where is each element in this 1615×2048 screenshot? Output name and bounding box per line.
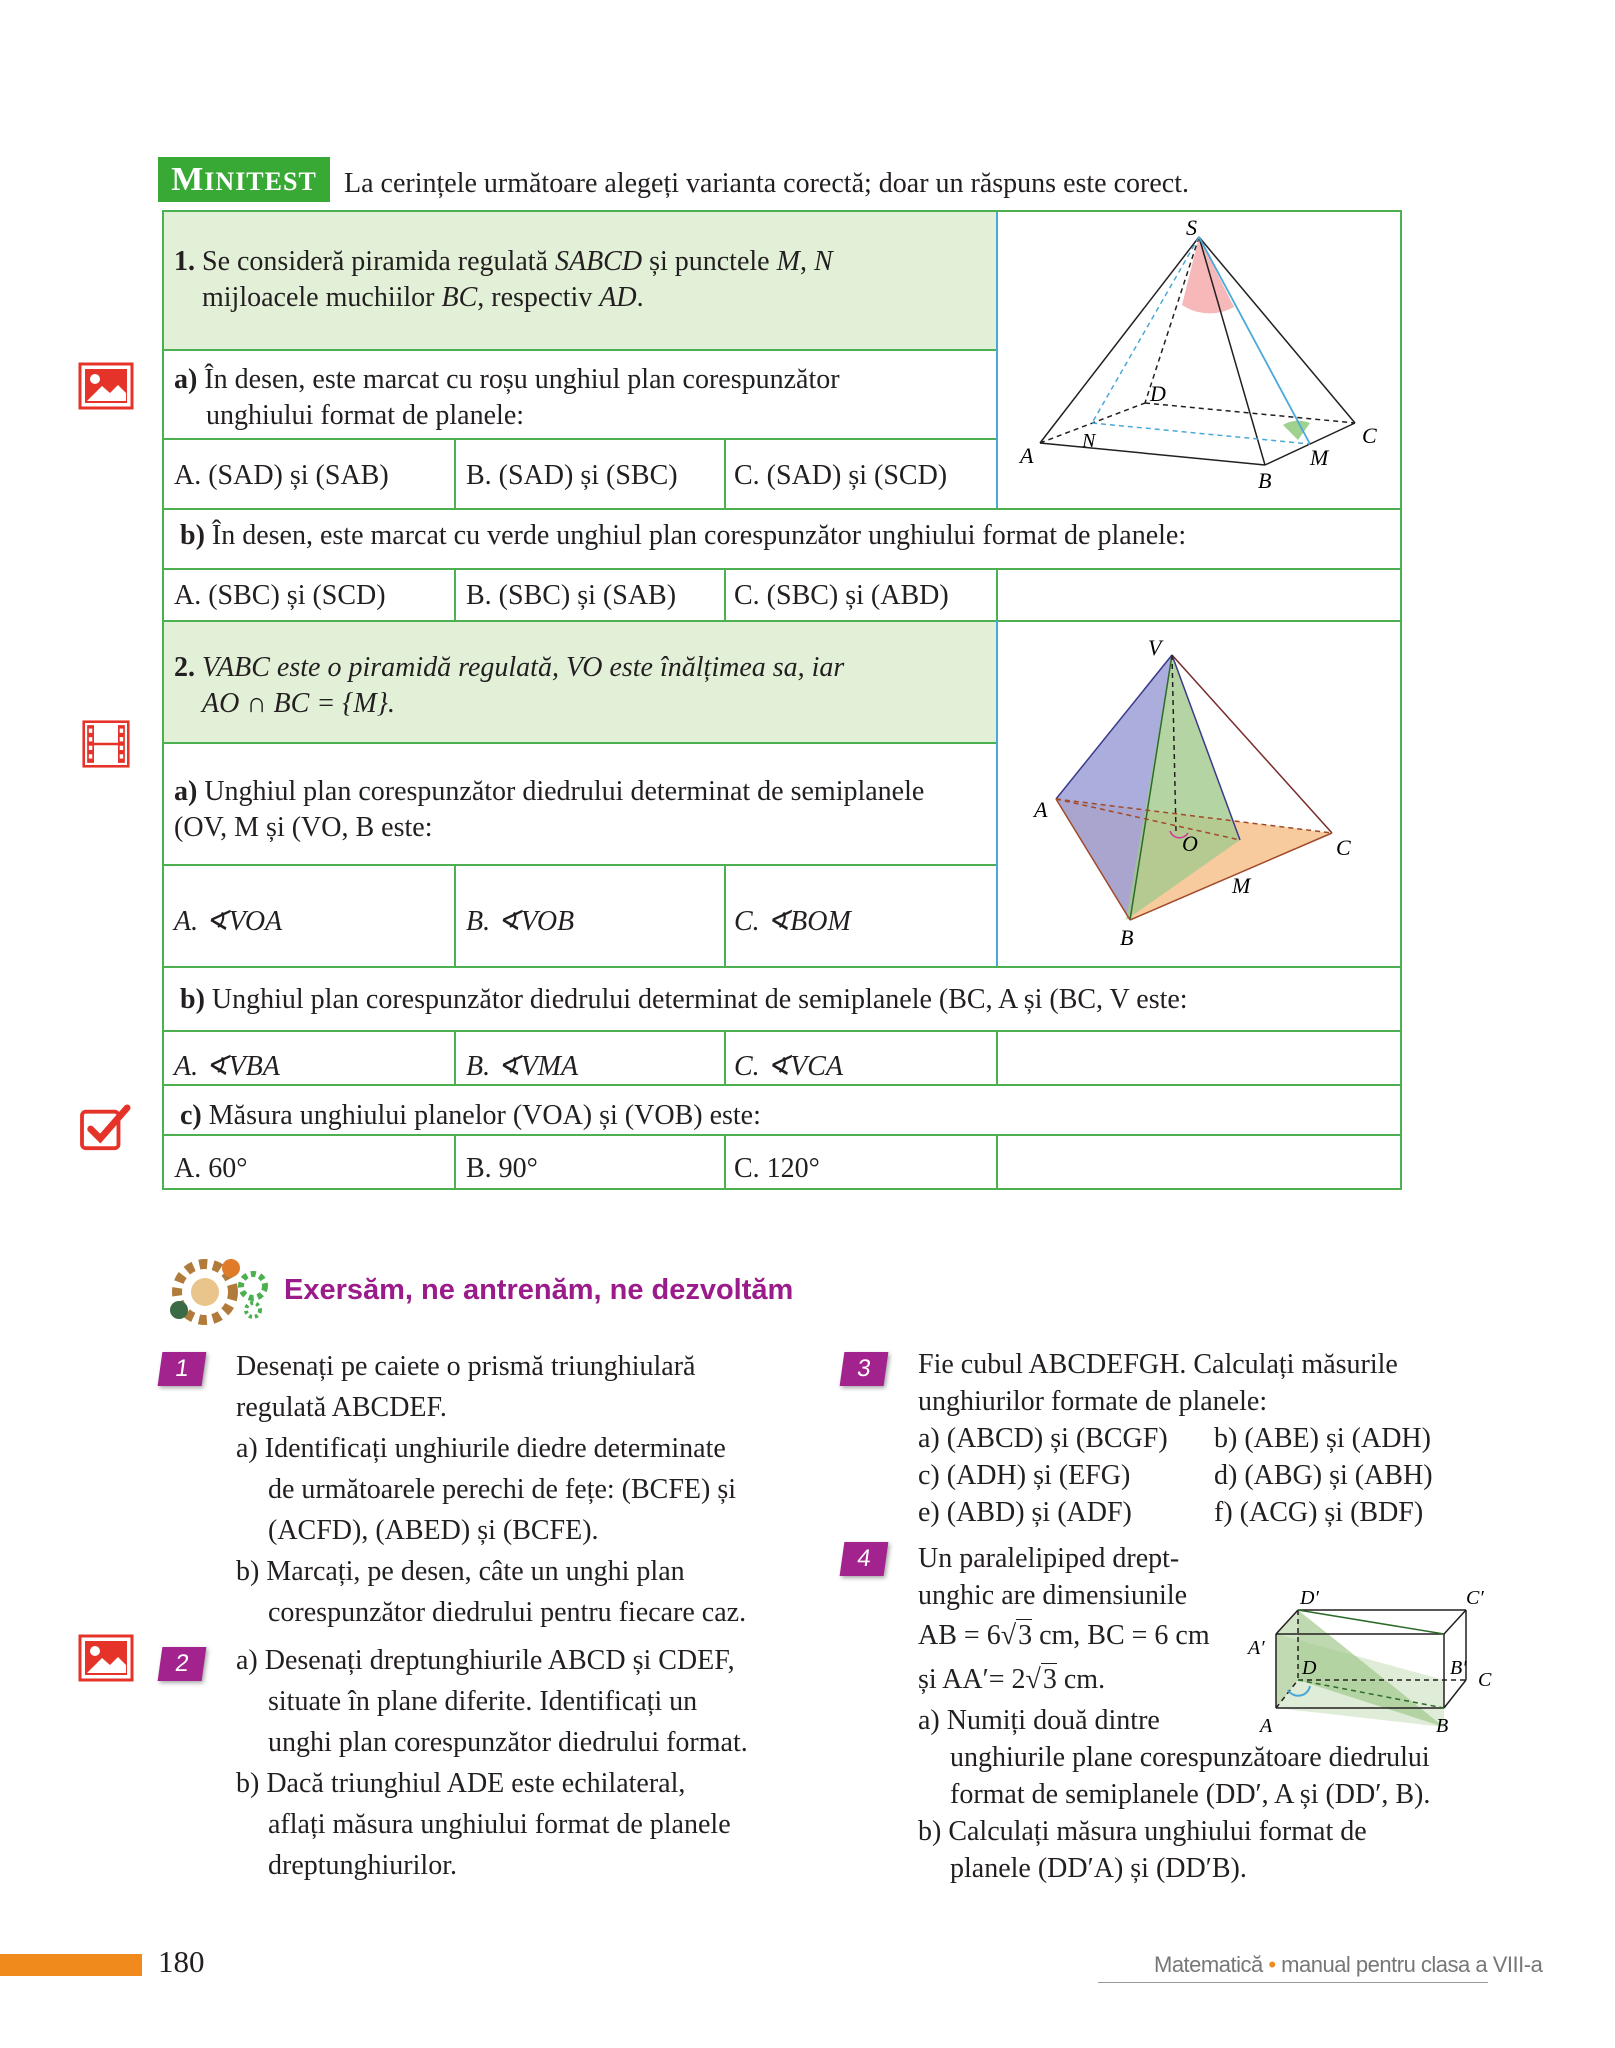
label-v: V: [1148, 635, 1162, 660]
book-title: Matematică • manual pentru clasa a VIII-a: [1154, 1952, 1543, 1977]
label-m: M: [1310, 445, 1329, 470]
question-2c-option-c[interactable]: C. 120°: [734, 1153, 820, 1184]
question-2c-option-b[interactable]: B. 90°: [466, 1153, 538, 1184]
label-a: A: [1034, 797, 1048, 822]
label-b: B: [1120, 925, 1134, 950]
exercise-3-badge: 3: [840, 1352, 889, 1386]
label-d: D: [1302, 1657, 1317, 1679]
question-2a-option-c[interactable]: C. ∢BOM: [734, 906, 851, 937]
question-1b-option-c[interactable]: C. (SBC) și (ABD): [734, 580, 949, 611]
parallelepiped-figure: [1238, 1582, 1498, 1752]
page-number: 180: [158, 1944, 205, 1979]
question-2c-option-a[interactable]: A. 60°: [174, 1153, 248, 1184]
label-c: C: [1478, 1669, 1492, 1691]
label-a: A: [1260, 1715, 1273, 1737]
gears-icon: [155, 1250, 277, 1330]
minitest-instruction: La cerințele următoare alegeți varianta corectă; doar un răspuns este corect.: [344, 168, 1189, 199]
question-2a-text: a) Unghiul plan corespunzător diedrului determinat de semiplanele (OV, M și (VO, B este:: [174, 776, 925, 843]
question-2b-option-a[interactable]: A. ∢VBA: [174, 1051, 280, 1082]
exercise-2-badge: 2: [158, 1647, 207, 1681]
question-1b-option-a[interactable]: A. (SBC) și (SCD): [174, 580, 386, 611]
exercise-2: a) Desenați dreptunghiurile ABCD și CDEF, situate în plane diferite. Identificați un unghi plan corespunzător diedrului format. b) Dacă triunghiul ADE este echilateral, aflați măsura unghiului format de planele dreptunghiurilor.: [236, 1645, 748, 1881]
question-2a-option-a[interactable]: A. ∢VOA: [174, 906, 283, 937]
label-s: S: [1186, 215, 1197, 240]
section-title: Exersăm, ne antrenăm, ne dezvoltăm: [284, 1274, 794, 1306]
image-icon[interactable]: [78, 1634, 134, 1682]
image-icon[interactable]: [78, 362, 134, 410]
label-m: M: [1232, 873, 1251, 898]
minitest-label: MINITEST: [158, 157, 330, 202]
label-b-prime: B′: [1450, 1657, 1467, 1679]
film-icon[interactable]: [78, 720, 134, 768]
question-2b-text: b) Unghiul plan corespunzător diedrului determinat de semiplanele (BC, A și (BC, V este:: [180, 984, 1188, 1015]
exercise-4: Un paralelipiped drept- unghic are dimensiunile AB = 6√3 cm, BC = 6 cm și AA′= 2√3 cm. a) Numiți două dintre unghiurile plane corespunzătoare diedrului format de semiplanele (DD′, A și (DD′, B). b) Calculați măsura unghiului format de planele (DD′A) și (DD′B).: [918, 1543, 1431, 1884]
question-1a-option-c[interactable]: C. (SAD) și (SCD): [734, 460, 948, 491]
label-a-prime: A′: [1248, 1637, 1265, 1659]
label-c-prime: C′: [1466, 1587, 1484, 1609]
question-1a-option-b[interactable]: B. (SAD) și (SBC): [466, 460, 678, 491]
exercise-3: Fie cubul ABCDEFGH. Calculați măsurile unghiurilor formate de planele: a) (ABCD) și (BCGF) b) (ABE) și (ADH) c) (ADH) și (EFG) d) (ABG) și (ABH) e) (ABD) și (ADF) f) (ACG) și (BDF): [918, 1349, 1433, 1528]
footer-accent-bar: [0, 1954, 142, 1976]
question-1a-option-a[interactable]: A. (SAD) și (SAB): [174, 460, 389, 491]
question-2b-option-b[interactable]: B. ∢VMA: [466, 1051, 579, 1082]
question-2a-option-b[interactable]: B. ∢VOB: [466, 906, 575, 937]
label-c: C: [1362, 423, 1377, 448]
footer-rule: [1098, 1982, 1488, 1983]
question-2b-option-c[interactable]: C. ∢VCA: [734, 1051, 844, 1082]
label-b: B: [1258, 468, 1272, 493]
label-n: N: [1082, 430, 1096, 452]
question-1b-text: b) În desen, este marcat cu verde unghiul plan corespunzător unghiului format de planele:: [180, 520, 1187, 551]
question-1-stem: 1. Se consideră piramida regulată SABCD și punctele M, N mijloacele muchiilor BC, respectiv AD.: [174, 246, 833, 313]
question-1b-option-b[interactable]: B. (SBC) și (SAB): [466, 580, 677, 611]
question-2-stem: 2. VABC este o piramidă regulată, VO este înălțimea sa, iar AO ∩ BC = {M}.: [174, 652, 845, 719]
checkbox-icon[interactable]: [78, 1104, 134, 1152]
label-d-prime: D′: [1300, 1587, 1319, 1609]
question-2c-text: c) Măsura unghiului planelor (VOA) și (VOB) este:: [180, 1100, 761, 1131]
question-1a-text: a) În desen, este marcat cu roșu unghiul plan corespunzător unghiului format de planele:: [174, 364, 840, 431]
pyramid-sabcd-figure: [1000, 215, 1400, 505]
pyramid-vabc-figure: [1030, 635, 1390, 950]
exercise-1-badge: 1: [158, 1352, 207, 1386]
exercise-1: Desenați pe caiete o prismă triunghiulară regulată ABCDEF. a) Identificați unghiurile diedre determinate de următoarele perechi de fețe: (BCFE) și (ACFD), (ABED) și (BCFE). b) Marcați, pe desen, câte un unghi plan corespunzător diedrului pentru fiecare caz.: [236, 1351, 747, 1628]
label-c: C: [1336, 835, 1351, 860]
label-a: A: [1020, 443, 1034, 468]
exercise-4-badge: 4: [840, 1542, 889, 1576]
label-b: B: [1436, 1715, 1449, 1737]
label-d: D: [1150, 381, 1166, 406]
label-o: O: [1182, 831, 1198, 856]
